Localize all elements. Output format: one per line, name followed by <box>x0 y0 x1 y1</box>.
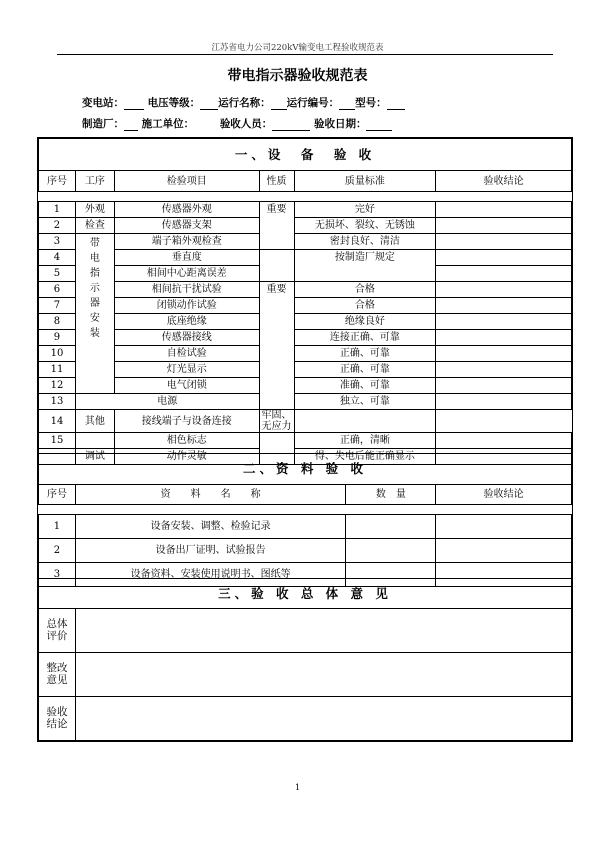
nature-important-1: 重要 <box>259 202 294 250</box>
table-row: 14 其他 接线端子与设备连接 牢固、无应力 <box>39 410 572 433</box>
voltage-label: 电压等级： <box>147 97 201 109</box>
table-row: 4 垂直度 按制造厂规定 <box>39 250 572 266</box>
date-field[interactable] <box>366 119 392 131</box>
table-row <box>39 609 572 653</box>
table-row: 3 带 电 指 示 器 安 装 端子箱外观检查 密封良好、清洁 <box>39 234 572 250</box>
col-header-doc-name: 资 料 名 称 <box>75 485 345 505</box>
acceptance-conclusion-label: 验收 结论 <box>39 697 76 741</box>
quantity-cell[interactable] <box>346 515 436 539</box>
inspector-label: 验收人员： <box>219 118 273 130</box>
run-no-field[interactable] <box>339 98 355 110</box>
run-no-label: 运行编号： <box>286 97 340 109</box>
table-row: 11 灯光显示 正确、可靠 <box>39 362 572 378</box>
process-empty <box>75 433 114 449</box>
table-row: 3 设备资料、安装使用说明书、图纸等 <box>39 563 572 587</box>
col-header-conclusion: 验收结论 <box>436 171 572 192</box>
col-header-standard: 质量标准 <box>294 171 436 192</box>
run-name-label: 运行名称： <box>218 97 271 109</box>
section1-title: 一、设 备 验 收 <box>39 139 572 171</box>
table-row <box>39 653 572 697</box>
model-label: 型号： <box>355 97 387 109</box>
table-row: 调试 动作灵敏 得、失电后能正确显示 <box>39 449 572 465</box>
manufacturer-field[interactable] <box>124 119 138 131</box>
table-row: 13 电源 独立、可靠 <box>39 394 572 410</box>
conclusion-cell[interactable] <box>436 433 572 449</box>
model-field[interactable] <box>387 98 405 110</box>
process-install <box>75 234 114 394</box>
conclusion-cell[interactable] <box>436 218 572 234</box>
process-install-label: 带 电 指 示 器 安 装 <box>89 238 100 339</box>
conclusion-cell[interactable] <box>436 394 572 410</box>
process-other: 其他 <box>75 410 114 433</box>
conclusion-cell[interactable] <box>436 539 572 563</box>
run-name-field[interactable] <box>271 98 287 110</box>
header-rule <box>57 54 553 55</box>
table-row: 5 相间中心距离误差 <box>39 266 572 282</box>
quantity-cell[interactable] <box>346 539 436 563</box>
conclusion-cell[interactable] <box>436 234 572 250</box>
opinion-table <box>38 578 572 741</box>
builder-field[interactable] <box>194 120 216 131</box>
table-row: 2 设备出厂证明、试验报告 <box>39 539 572 563</box>
section2-title: 二、资 料 验 收 <box>39 454 572 485</box>
info-row-2 <box>82 116 392 131</box>
col-header-process: 工序 <box>75 171 114 192</box>
table-row: 12 电气闭锁 准确、可靠 <box>39 378 572 394</box>
section3-title: 三、验 收 总 体 意 见 <box>39 579 572 609</box>
col-header-conclusion: 验收结论 <box>436 485 572 505</box>
conclusion-cell[interactable] <box>436 298 572 314</box>
equipment-table <box>38 138 572 465</box>
table-row: 9 传感器接线 连接正确、可靠 <box>39 330 572 346</box>
voltage-field[interactable] <box>200 98 218 110</box>
conclusion-cell[interactable] <box>436 282 572 298</box>
col-header-nature: 性质 <box>259 171 294 192</box>
col-header-quantity: 数 量 <box>346 485 436 505</box>
col-header-no: 序号 <box>39 485 76 505</box>
table-row: 7 闭锁动作试验 合格 <box>39 298 572 314</box>
conclusion-cell[interactable] <box>436 362 572 378</box>
info-row-1 <box>82 95 405 110</box>
page-title: 带电指示器验收规范表 <box>227 68 368 84</box>
process-debug: 调试 <box>75 449 114 465</box>
rectification-opinion-field[interactable] <box>75 653 571 697</box>
conclusion-cell[interactable] <box>436 346 572 362</box>
table-row: 1 设备安装、调整、检验记录 <box>39 515 572 539</box>
col-header-no: 序号 <box>39 171 76 192</box>
conclusion-cell[interactable] <box>436 330 572 346</box>
conclusion-cell[interactable] <box>294 410 436 433</box>
conclusion-cell[interactable] <box>436 202 572 218</box>
manufacturer-label: 制造厂： <box>82 118 124 130</box>
page-header: 江苏省电力公司220kV输变电工程验收规范表 <box>211 43 384 53</box>
conclusion-cell[interactable] <box>436 266 572 282</box>
rectification-opinion-label: 整改 意见 <box>39 653 76 697</box>
nature-empty <box>259 250 294 282</box>
conclusion-cell[interactable] <box>436 515 572 539</box>
process-appearance: 外观 <box>75 202 114 218</box>
page-number: 1 <box>294 783 301 792</box>
table-row: 6 相间抗干扰试验 重要 合格 <box>39 282 572 298</box>
overall-evaluation-field[interactable] <box>75 609 571 653</box>
table-row: 2 检查 传感器支架 无损坏、裂纹、无锈蚀 <box>39 218 572 234</box>
document-table <box>38 453 572 587</box>
builder-label: 施工单位： <box>141 118 195 130</box>
nature-important-2: 重要 <box>259 282 294 410</box>
substation-field[interactable] <box>124 98 144 110</box>
col-header-item: 检验项目 <box>114 171 259 192</box>
substation-label: 变电站： <box>82 97 124 109</box>
section1-header-row <box>39 171 572 192</box>
process-check: 检查 <box>75 218 114 234</box>
table-row: 1 外观 传感器外观 重要 完好 <box>39 202 572 218</box>
conclusion-cell[interactable] <box>436 378 572 394</box>
overall-evaluation-label: 总体 评价 <box>39 609 76 653</box>
conclusion-cell[interactable] <box>436 314 572 330</box>
table-row <box>39 697 572 741</box>
conclusion-cell[interactable] <box>436 250 572 266</box>
table-row: 10 自检试验 正确、可靠 <box>39 346 572 362</box>
section2-header-row <box>39 485 572 505</box>
table-row: 15 相色标志 正确，清晰 <box>39 433 572 449</box>
date-label: 验收日期： <box>313 118 367 130</box>
acceptance-conclusion-field[interactable] <box>75 697 571 741</box>
inspector-field[interactable] <box>272 119 310 131</box>
table-row: 8 底座绝缘 绝缘良好 <box>39 314 572 330</box>
